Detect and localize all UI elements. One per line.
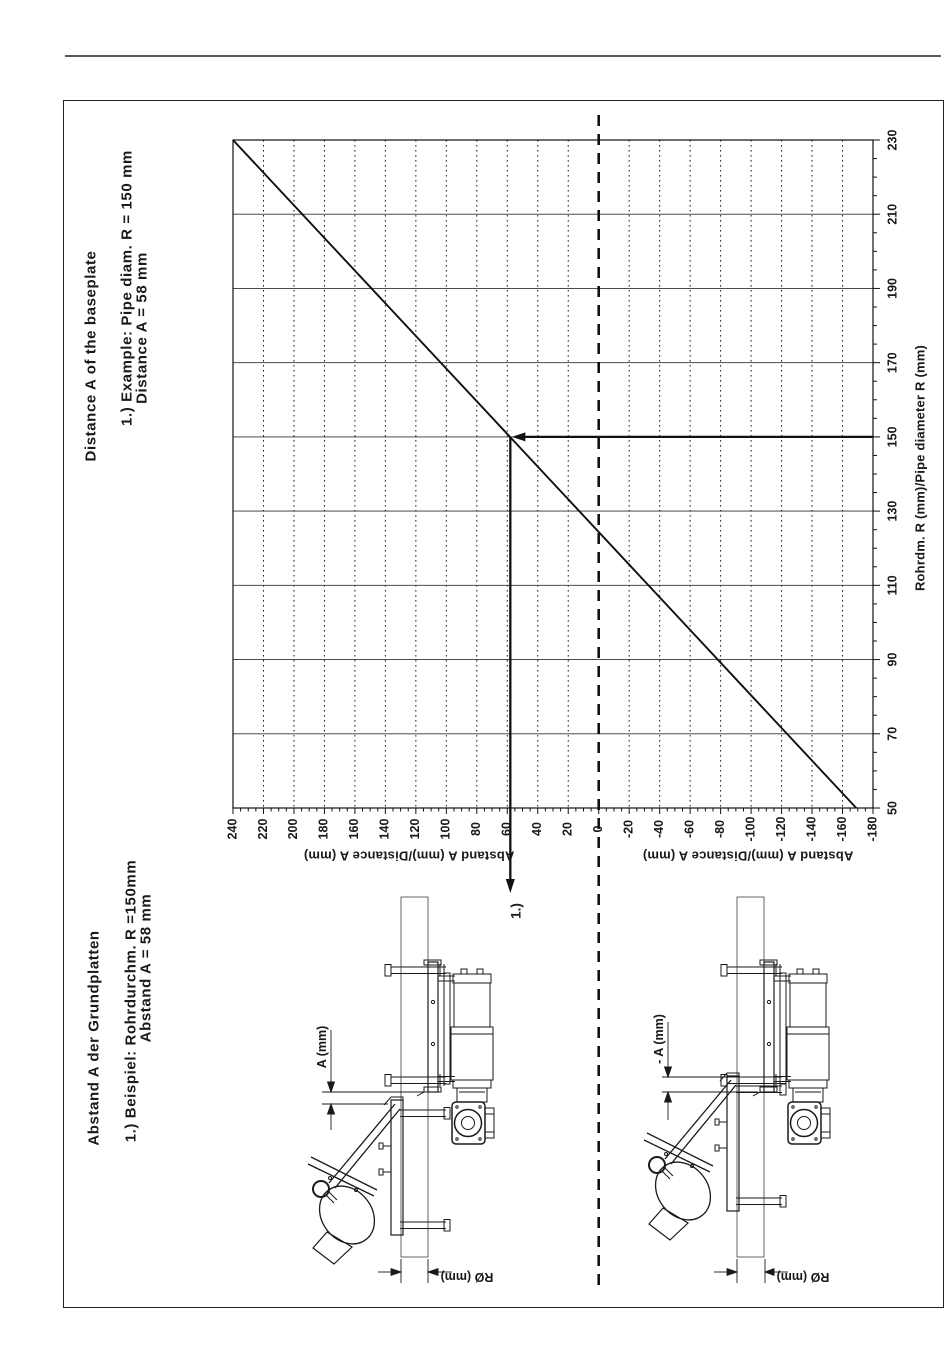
a-tick-label: 20 xyxy=(560,822,575,836)
title-en-line1: Distance A of the baseplate xyxy=(82,250,100,462)
pipe-dia-label-right: RØ (mm) xyxy=(776,1270,830,1284)
r-tick-label: 190 xyxy=(885,278,900,299)
dim-a-label-left: A (mm) xyxy=(315,1025,329,1069)
r-tick-label: 110 xyxy=(885,575,900,596)
a-tick-label: 120 xyxy=(408,818,423,840)
a-axis-title-right: Abstand A (mm)/Distance A (mm) xyxy=(642,848,854,864)
a-tick-label: -80 xyxy=(712,819,727,839)
a-tick-label: 100 xyxy=(438,818,453,840)
drawing-right xyxy=(644,897,830,1283)
r-tick-label: 70 xyxy=(885,726,900,741)
a-tick-label: 160 xyxy=(347,818,362,840)
r-tick-labels xyxy=(885,130,899,815)
a-tick-label: -140 xyxy=(804,816,819,842)
a-tick-label: 220 xyxy=(255,818,270,840)
r-tick-label: 210 xyxy=(885,203,900,225)
title-en-line3: Distance A = 58 mm xyxy=(133,252,151,404)
title-en-line2: 1.) Example: Pipe diam. R = 150 mm xyxy=(118,150,136,426)
axis-ticks xyxy=(233,140,880,814)
example-pointer-label: 1.) xyxy=(508,903,524,919)
a-tick-label: -40 xyxy=(651,819,666,839)
r-gridlines xyxy=(233,214,873,734)
a-tick-label: 240 xyxy=(225,818,240,840)
dim-a-label-right: - A (mm) xyxy=(652,1014,666,1064)
r-tick-label: 150 xyxy=(885,426,900,448)
title-de-line1: Abstand A der Grundplatten xyxy=(85,930,103,1146)
title-de-line3: Abstand A = 58 mm xyxy=(137,893,155,1043)
drawing-left xyxy=(308,897,494,1283)
a-gridlines xyxy=(263,140,842,808)
a-tick-label: -160 xyxy=(834,816,849,842)
a-tick-label: -180 xyxy=(865,816,880,842)
a-tick-label: 40 xyxy=(530,822,545,836)
a-tick-label: 80 xyxy=(469,822,484,836)
a-tick-label: -120 xyxy=(773,816,788,842)
plot-frame xyxy=(233,140,873,808)
a-tick-label: 60 xyxy=(499,822,514,836)
a-tick-label: 0 xyxy=(591,825,606,833)
r-tick-label: 130 xyxy=(885,500,900,522)
a-tick-label: 180 xyxy=(316,818,331,840)
a-tick-labels xyxy=(225,816,879,841)
a-tick-label: 140 xyxy=(377,818,392,840)
r-tick-label: 50 xyxy=(885,801,900,815)
series-line xyxy=(233,140,856,808)
pipe-dia-label-left: RØ (mm) xyxy=(440,1270,494,1284)
a-tick-label: -100 xyxy=(743,816,758,842)
a-tick-label: -20 xyxy=(621,819,636,839)
a-tick-label: 200 xyxy=(286,818,301,840)
r-tick-label: 90 xyxy=(885,652,900,667)
a-axis-title-left: Abstand A (mm)/Distance A (mm) xyxy=(303,848,515,864)
r-axis-title: Rohrdm. R (mm)/Pipe diameter R (mm) xyxy=(912,344,928,592)
r-tick-label: 230 xyxy=(885,129,900,151)
r-tick-label: 170 xyxy=(885,352,900,374)
a-tick-label: -60 xyxy=(682,819,697,839)
title-de-line2: 1.) Beispiel: Rohrdurchm. R =150mm xyxy=(122,859,140,1143)
